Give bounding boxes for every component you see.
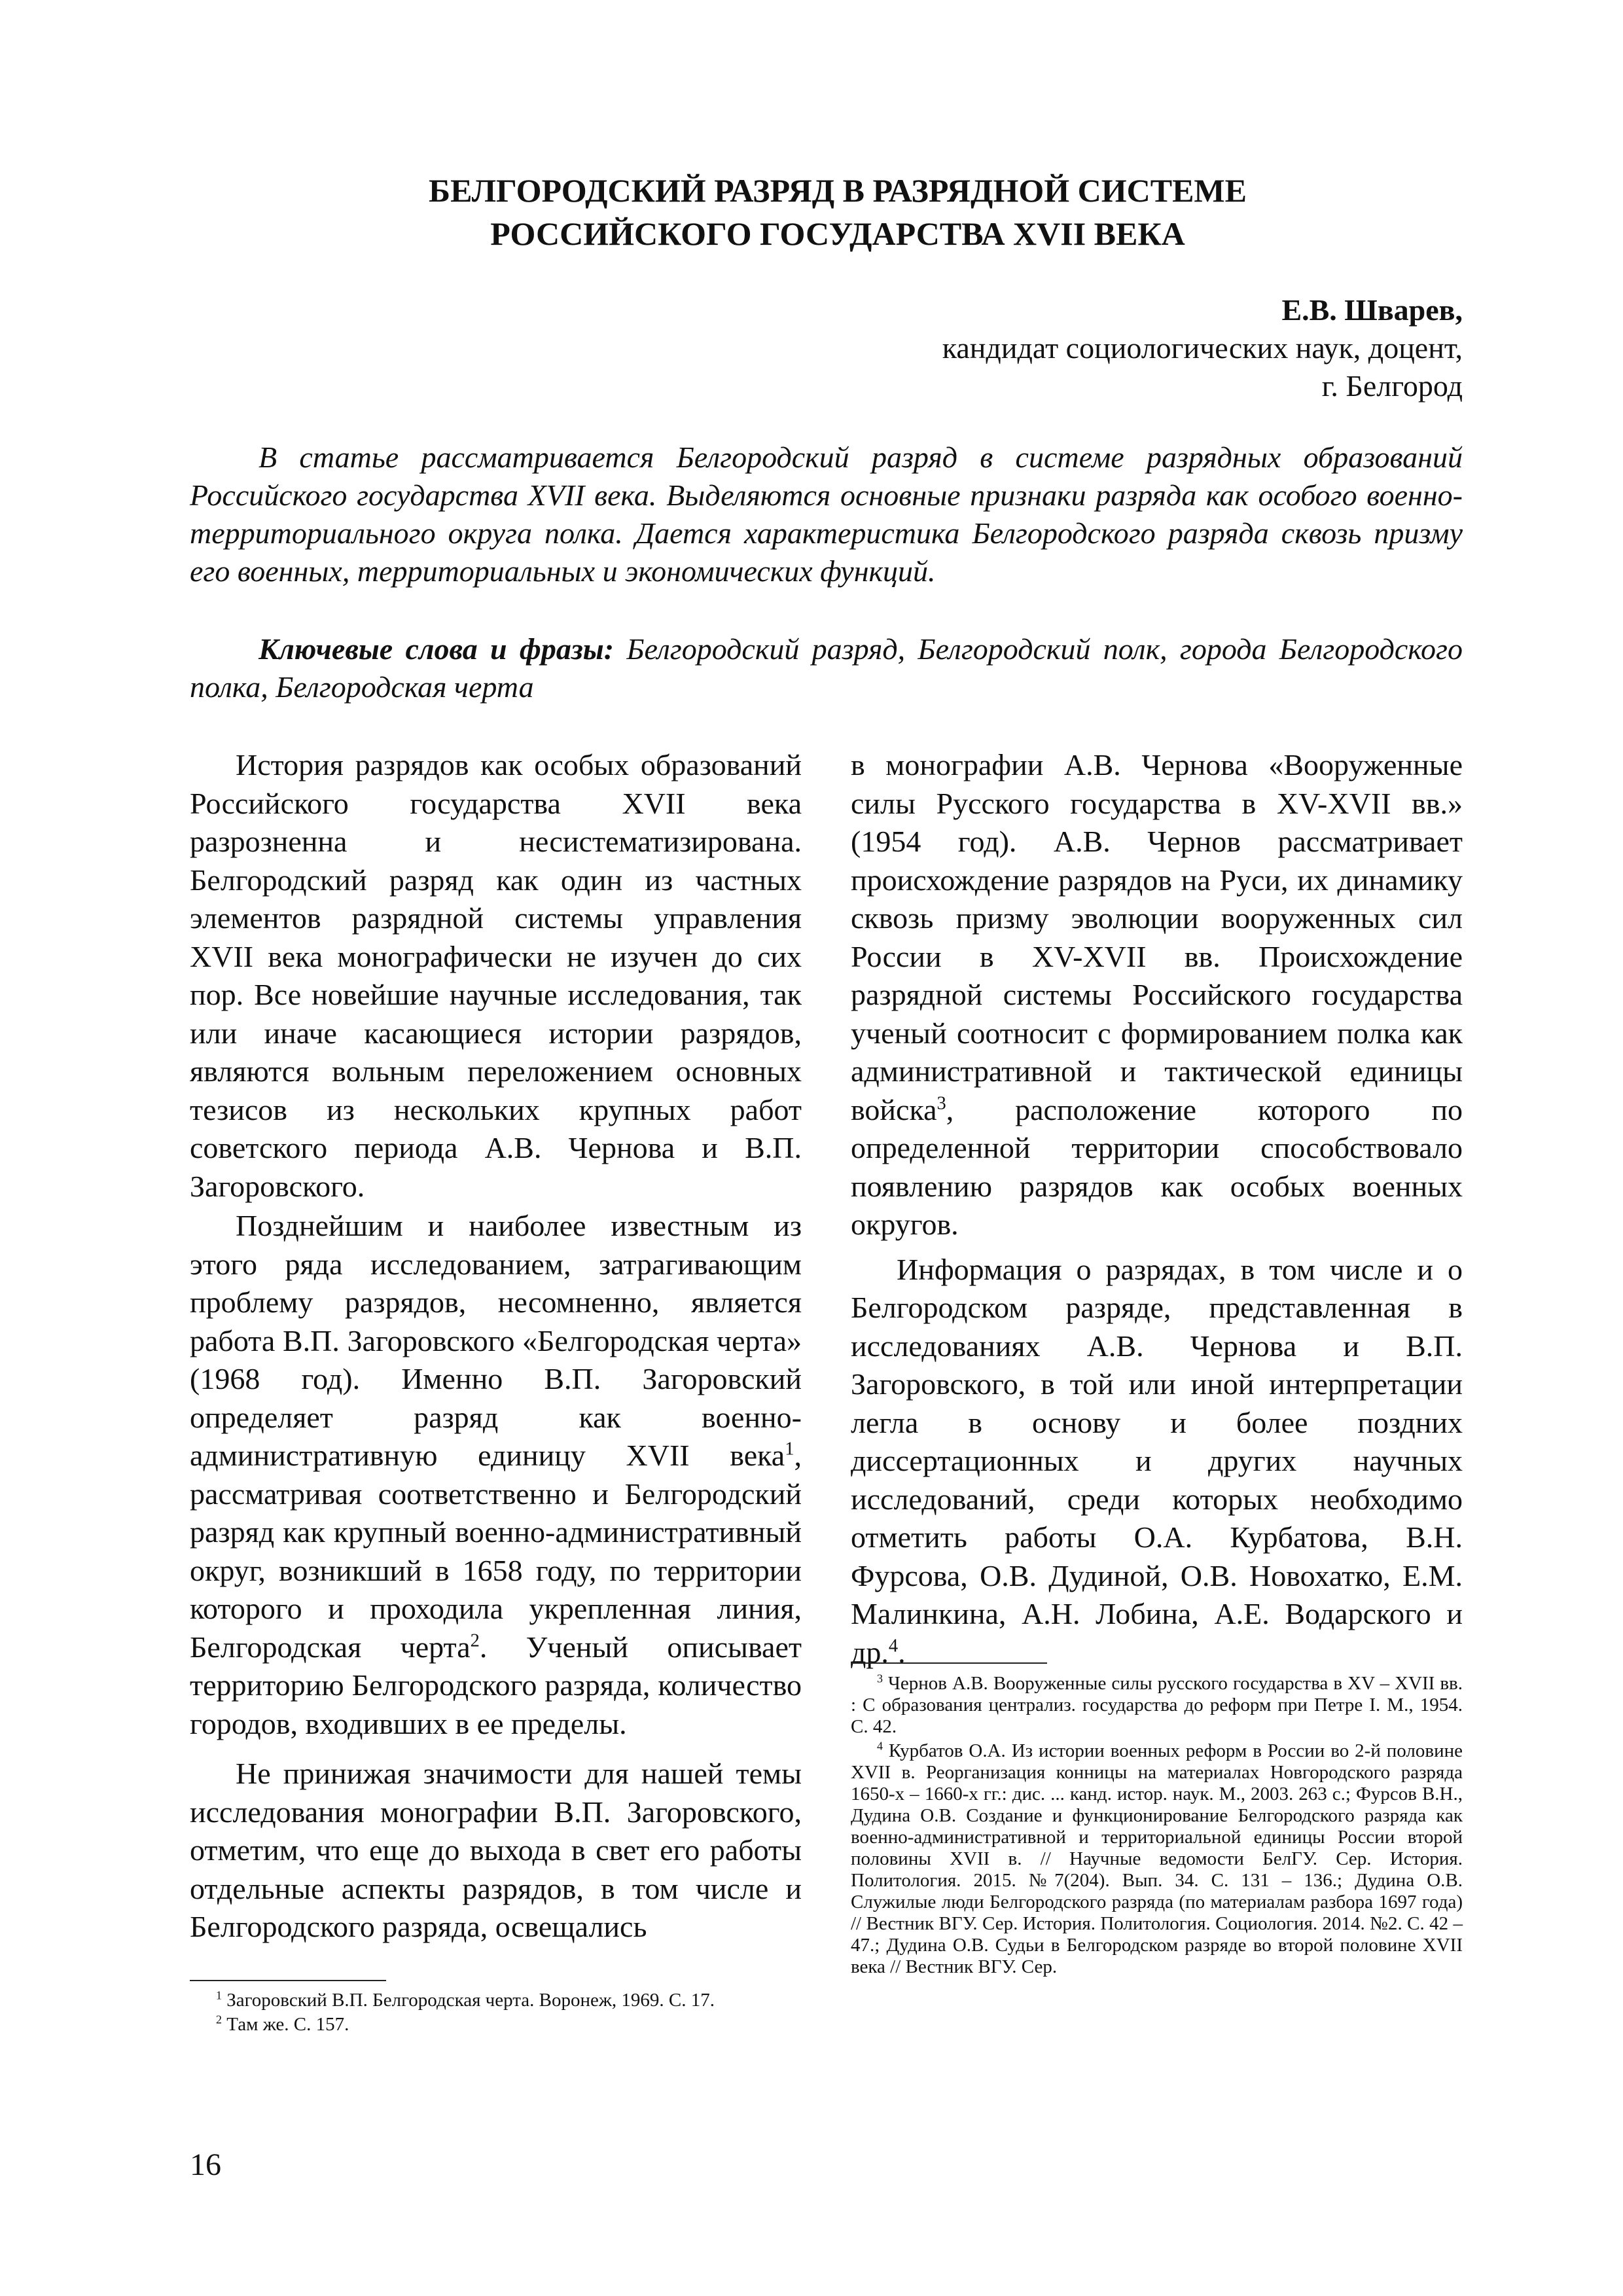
footnote-2 — [190, 2014, 802, 2036]
footnote-separator-left — [190, 1980, 386, 1981]
footnote-3 — [851, 1673, 1463, 1738]
keywords — [190, 630, 1463, 706]
right-column — [851, 746, 1463, 1672]
author-city: г. Белгород — [1321, 369, 1463, 403]
text-run: Позднейшим и наиболее известным из этого ряда исследованием, затрагивающим проблему разрядов, несомненно, является работа В.П. Загоровского «Белгородская черта» (1968 год). Именно В.П. Загоровский определяет разряд как военно-административную единицу XVII века — [190, 1209, 802, 1472]
footnote-number: 3 — [877, 1672, 883, 1685]
footnote-ref-1: 1 — [785, 1439, 794, 1460]
left-paragraph-1: История разрядов как особых образований Российского государства XVII века разрозненна и несистематизирована. Белгородский разряд как один из частных элементов разрядной системы управления XVII века монографически не изучен до сих пор. Все новейшие научные исследования, так или иначе касающиеся истории разрядов, являются вольным переложением основных тезисов из нескольких крупных работ советского периода А.В. Чернова и В.П. Загоровского. — [190, 748, 802, 1203]
footnote-text: Там же. С. 157. — [221, 2014, 349, 2035]
right-paragraph-1 — [851, 746, 1463, 1244]
title-line-1: БЕЛГОРОДСКИЙ РАЗРЯД В РАЗРЯДНОЙ СИСТЕМЕ — [429, 172, 1247, 209]
title-line-2: РОССИЙСКОГО ГОСУДАРСТВА XVII ВЕКА — [490, 215, 1185, 252]
text-run: . Ученый описывает территорию Белгородского разряда, количество городов, входивших в ее пределы. — [190, 1630, 802, 1740]
author-degree: кандидат социологических наук, доцент, — [942, 331, 1463, 365]
footnotes-right — [851, 1673, 1463, 1981]
text-run: , расположение которого по определенной территории способствовало появлению разрядов как особых военных округов. — [851, 1092, 1463, 1241]
right-paragraph-2 — [851, 1251, 1463, 1672]
footnote-ref-4: 4 — [888, 1636, 899, 1657]
text-run: , рассматривая соответственно и Белгородский разряд как крупный военно-административный округ, возникший в 1658 году, по территории которого и проходила укрепленная линия, Белгородская черта — [190, 1439, 802, 1664]
left-column — [190, 746, 802, 1946]
left-paragraph-3: Не принижая значимости для нашей темы исследования монографии В.П. Загоровского, отметим, что еще до выхода в свет его работы отдельные аспекты разрядов, в том числе и Белгородского разряда, освещались — [190, 1757, 802, 1943]
footnotes-left — [190, 1990, 802, 2038]
keywords-label: Ключевые слова и фразы: — [259, 632, 615, 666]
footnote-text: Загоровский В.П. Белгородская черта. Воронеж, 1969. С. 17. — [221, 1990, 715, 2011]
footnote-4 — [851, 1740, 1463, 1978]
footnote-number: 1 — [216, 1988, 222, 2002]
author-block — [942, 291, 1463, 405]
text-run: . — [898, 1635, 906, 1669]
footnote-text: Чернов А.В. Вооруженные силы русского государства в XV – XVII вв. : С образования централиз. государства до реформ при Петре I. М., 1954. С. 42. — [851, 1673, 1463, 1737]
text-run: в монографии А.В. Чернова «Вооруженные силы Русского государства в XV-XVII вв.» (1954 год). А.В. Чернов рассматривает происхождение разрядов на Руси, их динамику сквозь призму эволюции вооруженных сил России в XV-XVII вв. Происхождение разрядной системы Российского государства ученый соотносит с формированием полка как административной и тактической единицы войска — [851, 748, 1463, 1126]
page-number: 16 — [190, 2147, 221, 2182]
abstract: В статье рассматривается Белгородский разряд в системе разрядных образований Российского государства XVII века. Выделяются основные признаки разряда как особого военно-территориального округа полка. Дается характеристика Белгородского разряда сквозь призму его военных, территориальных и экономических функций. — [190, 440, 1463, 588]
footnote-text: Курбатов О.А. Из истории военных реформ в России во 2-й половине XVII в. Реорганизация конницы на материалах Новгородского разряда 1650-х – 1660-х гг.: дис. ... канд. истор. наук. М., 2003. 263 с.; Фурсов В.Н., Дудина О.В. Создание и функционирование Белгородского разряда как военно-административной и территориальной единицы России второй половины XVII в. // Научные ведомости БелГУ. Сер. История. Политология. 2015. №7(204). Вып. 34. С. 131 – 136.; Дудина О.В. Служилые люди Белгородского разряда (по материалам разбора 1697 года) // Вестник ВГУ. Сер. История. Политология. Социология. 2014. №2. С. 42 – 47.; Дудина О.В. Судьи в Белгородском разряде во второй половине XVII века // Вестник ВГУ. Сер. — [851, 1740, 1463, 1977]
author-name: Е.В. Шварев, — [1281, 293, 1463, 327]
footnote-ref-3: 3 — [936, 1093, 946, 1114]
footnote-number: 4 — [877, 1739, 883, 1753]
footnote-ref-2: 2 — [470, 1630, 480, 1651]
footnote-number: 2 — [216, 2013, 222, 2026]
article-title — [190, 169, 1486, 255]
footnote-separator-right — [851, 1662, 1047, 1664]
text-run: Информация о разрядах, в том числе и о Белгородском разряде, представленная в исследованиях А.В. Чернова и В.П. Загоровского, в той или иной интерпретации легла в основу и более поздних диссертационных и других научных исследований, среди которых необходимо отметить работы О.А. Курбатова, В.Н. Фурсова, О.В. Дудиной, О.В. Новохатко, Е.М. Малинкина, А.Н. Лобина, А.Е. Водарского и др. — [851, 1252, 1463, 1669]
keywords-text: Белгородский разряд, Белгородский полк, города Белгородского полка, Белгородская черта — [190, 632, 1463, 704]
footnote-1 — [190, 1990, 802, 2011]
left-paragraph-2 — [190, 1207, 802, 1743]
